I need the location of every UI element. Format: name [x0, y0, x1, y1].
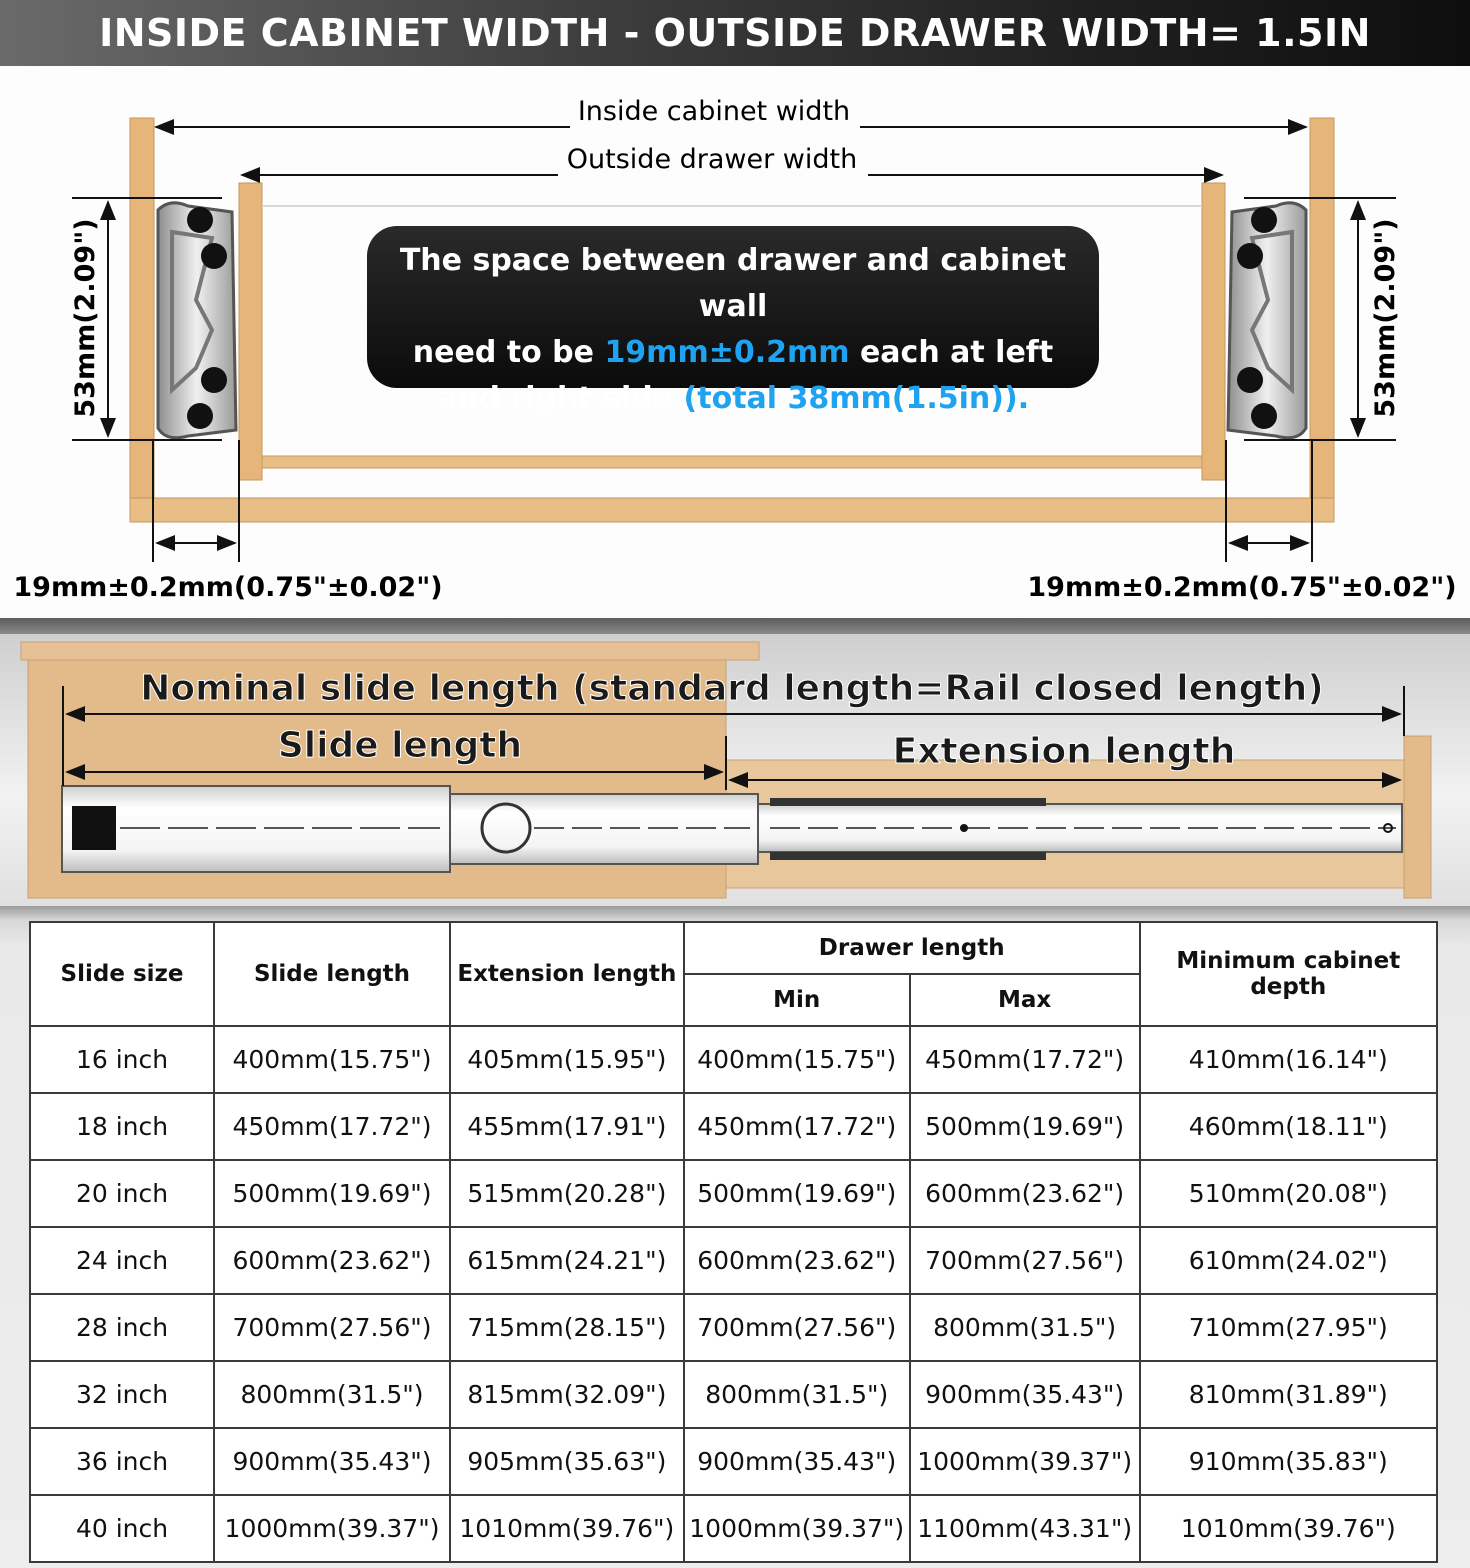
cell-slide-size: 24 inch	[30, 1227, 214, 1294]
cell-slide-length: 450mm(17.72")	[214, 1093, 450, 1160]
slide-length-diagram	[0, 634, 1470, 906]
cell-drawer-max: 600mm(23.62")	[910, 1160, 1140, 1227]
height-label-left: 53mm(2.09")	[70, 218, 101, 418]
callout-line-2-highlight: 19mm±0.2mm	[604, 335, 850, 370]
header-slide-size: Slide size	[30, 922, 214, 1026]
cell-min-cabinet-depth: 510mm(20.08")	[1140, 1160, 1437, 1227]
cell-drawer-max: 1100mm(43.31")	[910, 1495, 1140, 1562]
callout-line-3-highlight: (total 38mm(1.5in)).	[683, 381, 1030, 416]
cell-drawer-min: 1000mm(39.37")	[684, 1495, 910, 1562]
cell-drawer-min: 450mm(17.72")	[684, 1093, 910, 1160]
cell-extension-length: 405mm(15.95")	[450, 1026, 684, 1093]
inside-cabinet-width-label: Inside cabinet width	[577, 96, 851, 127]
drawer-bottom	[262, 456, 1202, 468]
table-row	[30, 1160, 1437, 1227]
cell-slide-size: 20 inch	[30, 1160, 214, 1227]
cell-min-cabinet-depth: 1010mm(39.76")	[1140, 1495, 1437, 1562]
table-row	[30, 1227, 1437, 1294]
header-min: Min	[684, 974, 910, 1026]
cell-drawer-min: 600mm(23.62")	[684, 1227, 910, 1294]
callout-line-2-prefix: need to be	[412, 335, 605, 370]
header-drawer-length: Drawer length	[684, 922, 1140, 974]
cell-slide-length: 500mm(19.69")	[214, 1160, 450, 1227]
callout-line-1: The space between drawer and cabinet wall	[399, 243, 1067, 324]
cell-extension-length: 615mm(24.21")	[450, 1227, 684, 1294]
gap-label-left: 19mm±0.2mm(0.75"±0.02")	[13, 572, 443, 603]
cabinet-right-wall	[1310, 118, 1334, 522]
cabinet-left-wall	[130, 118, 154, 522]
page-title: INSIDE CABINET WIDTH - OUTSIDE DRAWER WIDTH= 1.5IN	[0, 0, 1470, 66]
cell-slide-length: 800mm(31.5")	[214, 1361, 450, 1428]
slide-drawing	[0, 634, 1470, 906]
cabinet-bottom	[130, 498, 1334, 522]
header-extension-length: Extension length	[450, 922, 684, 1026]
height-label-right: 53mm(2.09")	[1370, 218, 1401, 418]
cell-slide-size: 28 inch	[30, 1294, 214, 1361]
cell-drawer-max: 450mm(17.72")	[910, 1026, 1140, 1093]
cell-drawer-min: 500mm(19.69")	[684, 1160, 910, 1227]
cell-drawer-max: 700mm(27.56")	[910, 1227, 1140, 1294]
cell-slide-size: 16 inch	[30, 1026, 214, 1093]
cell-slide-size: 32 inch	[30, 1361, 214, 1428]
cell-min-cabinet-depth: 910mm(35.83")	[1140, 1428, 1437, 1495]
drawer-left-side	[239, 183, 262, 480]
spec-table-section	[0, 906, 1470, 1568]
right-slide-rail-profile	[1228, 203, 1306, 438]
callout-line-2	[367, 330, 1099, 376]
table-row	[30, 1361, 1437, 1428]
callout-line-3-prefix: and right side	[436, 381, 684, 416]
gap-label-right: 19mm±0.2mm(0.75"±0.02")	[1027, 572, 1457, 603]
cell-slide-size: 40 inch	[30, 1495, 214, 1562]
table-row	[30, 1495, 1437, 1562]
header-slide-length: Slide length	[214, 922, 450, 1026]
cell-slide-length: 600mm(23.62")	[214, 1227, 450, 1294]
cell-slide-length: 900mm(35.43")	[214, 1428, 450, 1495]
cell-drawer-min: 700mm(27.56")	[684, 1294, 910, 1361]
cell-extension-length: 455mm(17.91")	[450, 1093, 684, 1160]
cell-extension-length: 715mm(28.15")	[450, 1294, 684, 1361]
table-row	[30, 1026, 1437, 1093]
header-min-cabinet-depth: Minimum cabinet depth	[1140, 922, 1437, 1026]
cell-slide-length: 700mm(27.56")	[214, 1294, 450, 1361]
cell-extension-length: 1010mm(39.76")	[450, 1495, 684, 1562]
cell-drawer-min: 400mm(15.75")	[684, 1026, 910, 1093]
section-divider	[0, 618, 1470, 634]
cell-slide-length: 400mm(15.75")	[214, 1026, 450, 1093]
extension-length-label: Extension length	[892, 731, 1236, 772]
drawer-right-side	[1202, 183, 1225, 480]
callout-line-2-suffix: each at left	[849, 335, 1054, 370]
header-max: Max	[910, 974, 1140, 1026]
cell-min-cabinet-depth: 460mm(18.11")	[1140, 1093, 1437, 1160]
cell-drawer-max: 800mm(31.5")	[910, 1294, 1140, 1361]
table-row	[30, 1093, 1437, 1160]
left-slide-rail-profile	[158, 203, 236, 438]
cell-min-cabinet-depth: 710mm(27.95")	[1140, 1294, 1437, 1361]
table-row	[30, 1294, 1437, 1361]
cell-min-cabinet-depth: 810mm(31.89")	[1140, 1361, 1437, 1428]
cell-drawer-max: 900mm(35.43")	[910, 1361, 1140, 1428]
cell-slide-size: 18 inch	[30, 1093, 214, 1160]
cell-extension-length: 905mm(35.63")	[450, 1428, 684, 1495]
slide-length-label: Slide length	[277, 725, 523, 766]
cell-slide-size: 36 inch	[30, 1428, 214, 1495]
cabinet-cross-section-diagram	[0, 66, 1470, 618]
cell-min-cabinet-depth: 410mm(16.14")	[1140, 1026, 1437, 1093]
cell-extension-length: 815mm(32.09")	[450, 1361, 684, 1428]
nominal-slide-length-label: Nominal slide length (standard length=Rail closed length)	[140, 668, 1324, 709]
callout-line-3	[367, 376, 1099, 422]
cell-drawer-max: 500mm(19.69")	[910, 1093, 1140, 1160]
spec-table	[29, 921, 1438, 1563]
table-row	[30, 1428, 1437, 1495]
spacing-callout	[367, 226, 1099, 416]
cell-drawer-max: 1000mm(39.37")	[910, 1428, 1140, 1495]
cell-min-cabinet-depth: 610mm(24.02")	[1140, 1227, 1437, 1294]
cell-drawer-min: 900mm(35.43")	[684, 1428, 910, 1495]
cell-slide-length: 1000mm(39.37")	[214, 1495, 450, 1562]
outside-drawer-width-label: Outside drawer width	[566, 144, 858, 175]
cell-extension-length: 515mm(20.28")	[450, 1160, 684, 1227]
cell-drawer-min: 800mm(31.5")	[684, 1361, 910, 1428]
